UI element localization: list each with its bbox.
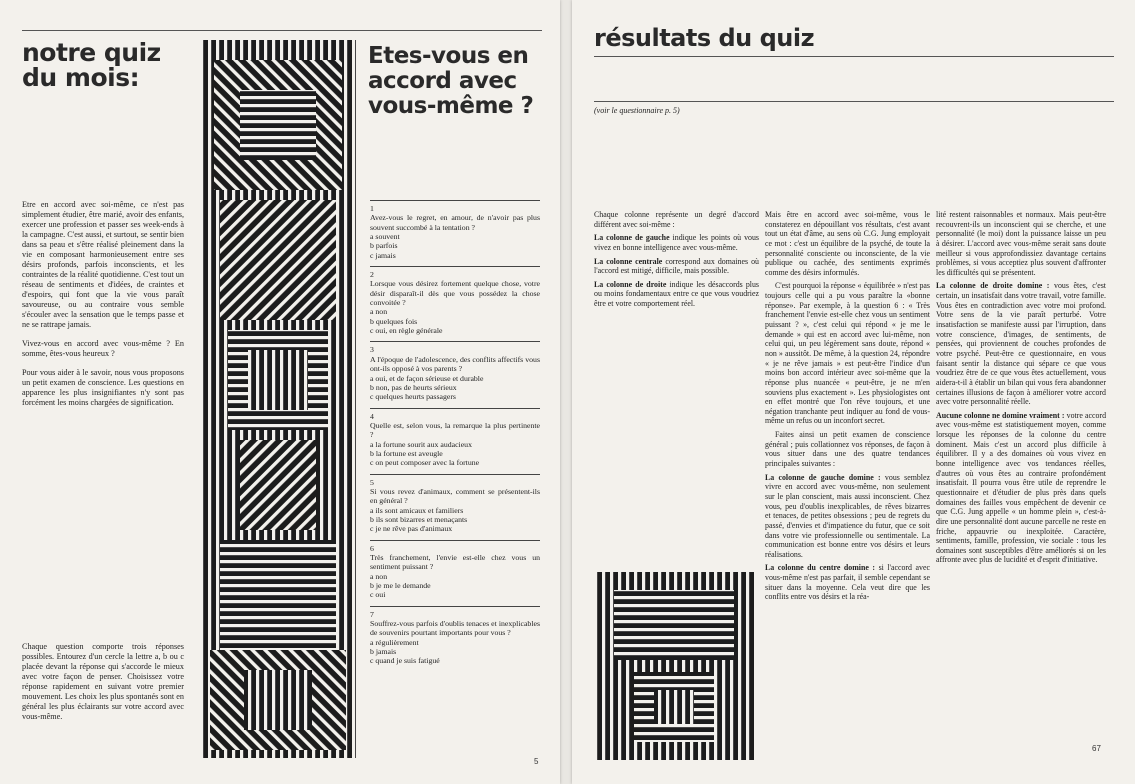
paragraph: Faites ainsi un petit examen de conscience général ; puis collationnez vos réponses, de façon à vous situer dans une des quatre tendances principales suivantes : bbox=[765, 430, 930, 469]
title-rule-2 bbox=[594, 101, 1114, 102]
paragraph: Chaque colonne représente un degré d'accord différent avec soi-même : bbox=[594, 210, 759, 229]
question-number: 1 bbox=[370, 204, 374, 213]
question-block bbox=[370, 540, 540, 600]
answer-option[interactable]: c quelques heurts passagers bbox=[370, 392, 456, 402]
left-page bbox=[0, 0, 560, 784]
results-column-2 bbox=[765, 210, 930, 606]
divider bbox=[370, 200, 540, 201]
op-art-illustration bbox=[594, 572, 754, 760]
answer-option[interactable]: a régulièrement bbox=[370, 637, 419, 647]
question-number: 2 bbox=[370, 270, 374, 280]
question-text: Lorsque vous désirez fortement quelque chose, votre désir disparaît-il dès que vous possédez la chose convoitée ? bbox=[370, 279, 540, 308]
divider bbox=[370, 474, 540, 475]
instructions-text: Chaque question comporte trois réponses possibles. Entourez d'un cercle la lettre a, b ou c placée devant la réponse qui s'accorde le mieux avec votre façon de penser. Choisissez votre réponse rapidement en suivant votre premier mouvement. Les choix les plus spontanés sont en général les plus éclairants sur votre accord avec vous-même. bbox=[22, 642, 184, 721]
op-art-svg bbox=[594, 572, 754, 760]
paragraph: lité restent raisonnables et normaux. Mais peut-être recouvrent-ils un inconscient qui se cherche, et une personnalité (le moi) dont la puissance laisse un peu à désirer. L'accord avec vous-même serait sans doute meilleur si vous approfondissiez davantage certains problèmes, si vous acceptiez plus souvent d'affronter les difficultés qui se présentent. bbox=[936, 210, 1106, 277]
question-text: A l'époque de l'adolescence, des conflits affectifs vous ont-ils opposé à vos parents ? bbox=[370, 354, 540, 374]
question-block bbox=[370, 200, 540, 260]
quiz-title: notre quiz du mois: bbox=[22, 38, 161, 92]
answer-option[interactable]: b je me le demande bbox=[370, 581, 431, 591]
results-title: résultats du quiz bbox=[594, 24, 815, 52]
quiz-heading: Etes-vous en accord avec vous-même ? bbox=[368, 43, 534, 119]
answer-option[interactable]: b la fortune est aveugle bbox=[370, 448, 443, 458]
answer-option[interactable]: c oui bbox=[370, 590, 386, 600]
divider bbox=[370, 540, 540, 541]
answer-option[interactable]: a non bbox=[370, 307, 388, 317]
paragraph: La colonne de gauche indique les points où vous vivez en bonne intelligence avec vous-même. bbox=[594, 233, 759, 252]
divider bbox=[370, 606, 540, 607]
answer-option[interactable]: c jamais bbox=[370, 250, 396, 260]
question-number: 4 bbox=[370, 411, 374, 421]
paragraph: Mais être en accord avec soi-même, vous le constaterez en dépouillant vos résultats, c'est avant tout un état d'âme, au sens où C.G. Jung employait ce mot : c'est un équilibre de la psyché, de toute la personnalité consciente ou inconsciente, de la vie publique ou cachée, des sentiments exprimés comme des désirs informulés. bbox=[765, 210, 930, 277]
intro-paragraph: Etre en accord avec soi-même, ce n'est pas simplement étudier, être marié, avoir des enfants, exercer une profession et passer ses week-ends à la campagne. C'est aussi, et surtout, se sentir bien dans sa peau et s'être réalisé pleinement dans la vie en composant harmonieusement entre ses désirs profonds, parfois inconscients, et les contraintes de la réalité quotidienne. C'est tout un réseau de sentiments et d'idées, de craintes et d'espoirs, qui font que la vie vous paraît savoureuse, ou au contraire vous semble s'écouler avec la sensation que le temps passe et ne se rattrape jamais. bbox=[22, 200, 184, 329]
question-block bbox=[370, 266, 540, 335]
answer-option[interactable]: b quelques fois bbox=[370, 316, 418, 326]
right-page bbox=[572, 0, 1135, 784]
questionnaire-reference: (voir le questionnaire p. 5) bbox=[594, 106, 680, 115]
intro-paragraph: Vivez-vous en accord avec vous-même ? En somme, êtes-vous heureux ? bbox=[22, 339, 184, 358]
question-text: Quelle est, selon vous, la remarque la plus pertinente ? bbox=[370, 420, 540, 440]
page-number: 5 bbox=[534, 757, 539, 766]
question-list bbox=[370, 198, 540, 666]
title-rule bbox=[594, 56, 1114, 57]
question-text: Très franchement, l'envie est-elle chez vous un sentiment puissant ? bbox=[370, 553, 540, 572]
paragraph: La colonne de droite domine : vous êtes, c'est certain, un insatisfait dans votre travail, votre famille. Vous êtes en contradiction avec votre moi profond. Votre sens de la vie paraît perturbé. Votre insatisfaction se manifeste aussi par l'irruption, dans votre conscience, d'images, de sentiments, de pensées, qui proviennent de couches profondes de votre psyché. Peut-être ce questionnaire, en vous faisant sentir la distance qui sépare ce que vous voudriez être de ce que vous êtes actuellement, vous aidera-t-il à établir un bilan qui vous fera abandonner certaines illusions de façon à améliorer votre accord avec votre personnalité réelle. bbox=[936, 281, 1106, 407]
question-block bbox=[370, 474, 540, 534]
answer-option[interactable]: c quand je suis fatigué bbox=[370, 656, 440, 666]
question-number: 6 bbox=[370, 543, 374, 553]
results-column-3 bbox=[936, 210, 1106, 569]
answer-option[interactable]: c je ne rêve pas d'animaux bbox=[370, 524, 453, 534]
top-rule bbox=[22, 30, 542, 31]
page-number: 67 bbox=[1092, 744, 1101, 753]
answer-option[interactable]: c oui, en règle générale bbox=[370, 326, 443, 336]
paragraph: C'est pourquoi la réponse « équilibrée » n'est pas toujours celle qui a pu vous paraître la «bonne réponse». Par exemple, à la question 6 : « Très franchement l'envie est-elle chez vous un sentiment puissant ? », c'est celui qui répond « je me le demande » qui est en accord avec lui-même, non celui qui, un peu légèrement sans doute, répond « non » aussitôt. De même, à la question 24, répondre « je ne rêve jamais » est peut-être l'indice d'un moins bon accord intérieur avec soi-même que la réponse plus nuancée « peut-être, je ne m'en souviens plus exactement ». Les physiologistes ont en effet montré que l'on rêve toujours, et une négation tranchante peut indiquer au fond de vous-même un refus ou un inconfort secret. bbox=[765, 281, 930, 426]
intro-text bbox=[22, 200, 184, 417]
divider bbox=[370, 341, 540, 342]
answer-option[interactable]: a souvent bbox=[370, 232, 400, 242]
answer-option[interactable]: b parfois bbox=[370, 241, 398, 251]
op-art-illustration bbox=[200, 40, 356, 758]
answer-option[interactable]: b jamais bbox=[370, 647, 397, 657]
answer-option[interactable]: a ils sont amicaux et familiers bbox=[370, 505, 464, 515]
op-art-svg bbox=[200, 40, 356, 758]
question-number: 5 bbox=[370, 477, 374, 487]
paragraph: La colonne centrale correspond aux domaines où l'accord est mitigé, difficile, mais possible. bbox=[594, 256, 759, 276]
answer-option[interactable]: a non bbox=[370, 571, 388, 581]
answer-option[interactable]: b ils sont bizarres et menaçants bbox=[370, 514, 468, 524]
divider bbox=[370, 408, 540, 409]
question-block bbox=[370, 408, 540, 468]
paragraph: La colonne du centre domine : si l'accord avec vous-même n'est pas parfait, il semble cependant se situer dans la moyenne. Cela veut dire que les conflits entre vos désirs et la réa- bbox=[765, 563, 930, 602]
question-number: 3 bbox=[370, 345, 374, 355]
question-block bbox=[370, 341, 540, 401]
answer-option[interactable]: a la fortune sourit aux audacieux bbox=[370, 439, 472, 449]
question-block bbox=[370, 606, 540, 666]
question-text: Si vous revez d'animaux, comment se présentent-ils en général ? bbox=[370, 486, 540, 506]
results-column-1 bbox=[594, 210, 759, 313]
answer-option[interactable]: b non, pas de heurts sérieux bbox=[370, 382, 457, 392]
intro-paragraph: Pour vous aider à le savoir, nous vous proposons un petit examen de conscience. Les questions en apparence les plus insignifiantes n'y sont pas forcément les moins chargées de signification. bbox=[22, 368, 184, 407]
question-number: 7 bbox=[370, 609, 374, 619]
paragraph: Aucune colonne ne domine vraiment : votre accord avec vous-même est statistiquement moyen, comme lorsque les réponses de la colonne du centre dominent. Mais c'est un accord plus difficile à équilibrer. Il y a des domaines où vous vivez en bonne intelligence avec vos tendances réelles, d'autres où vous êtes au contraire profondément insatisfait. Il pourra vous être utile de reprendre le questionnaire et d'étudier de plus près dans quels domaines des failles vous empêchent de devenir ce que C.G. Jung appelle « un homme plein », c'est-à-dire une personnalité dont aucune parcelle ne reste en friche, appauvrie ou inexploitée. Caractère, sentiments, famille, profession, vie sociale : tous les domaines sont susceptibles d'être améliorés si on les affronte avec plus de lucidité et d'esprit d'initiative. bbox=[936, 410, 1107, 565]
divider bbox=[370, 266, 540, 267]
question-text: Souffrez-vous parfois d'oublis tenaces et inexplicables de souvenirs pourtant importants pour vous ? bbox=[370, 619, 540, 638]
question-text: Avez-vous le regret, en amour, de n'avoir pas plus souvent succombé à la tentation ? bbox=[370, 213, 540, 232]
paragraph: La colonne de droite indique les désaccords plus ou moins fondamentaux entre ce que vous voudriez être et votre comportement réel. bbox=[594, 279, 759, 309]
answer-option[interactable]: a oui, et de façon sérieuse et durable bbox=[370, 373, 484, 383]
paragraph: La colonne de gauche domine : vous semblez vivre en accord avec vous-même, non seulement sur le plan conscient, mais aussi inconscient. Chez vous, peu d'oublis inexplicables, de rêves bizarres et tenaces, de petites obsessions ; peu de regrets du passé, d'envies et d'impatience du futur, que ce soit dans votre vie professionnelle ou sentimentale. La communication est bonne entre vos désirs et leurs réalisations. bbox=[765, 472, 930, 559]
answer-option[interactable]: c on peut composer avec la fortune bbox=[370, 458, 480, 468]
